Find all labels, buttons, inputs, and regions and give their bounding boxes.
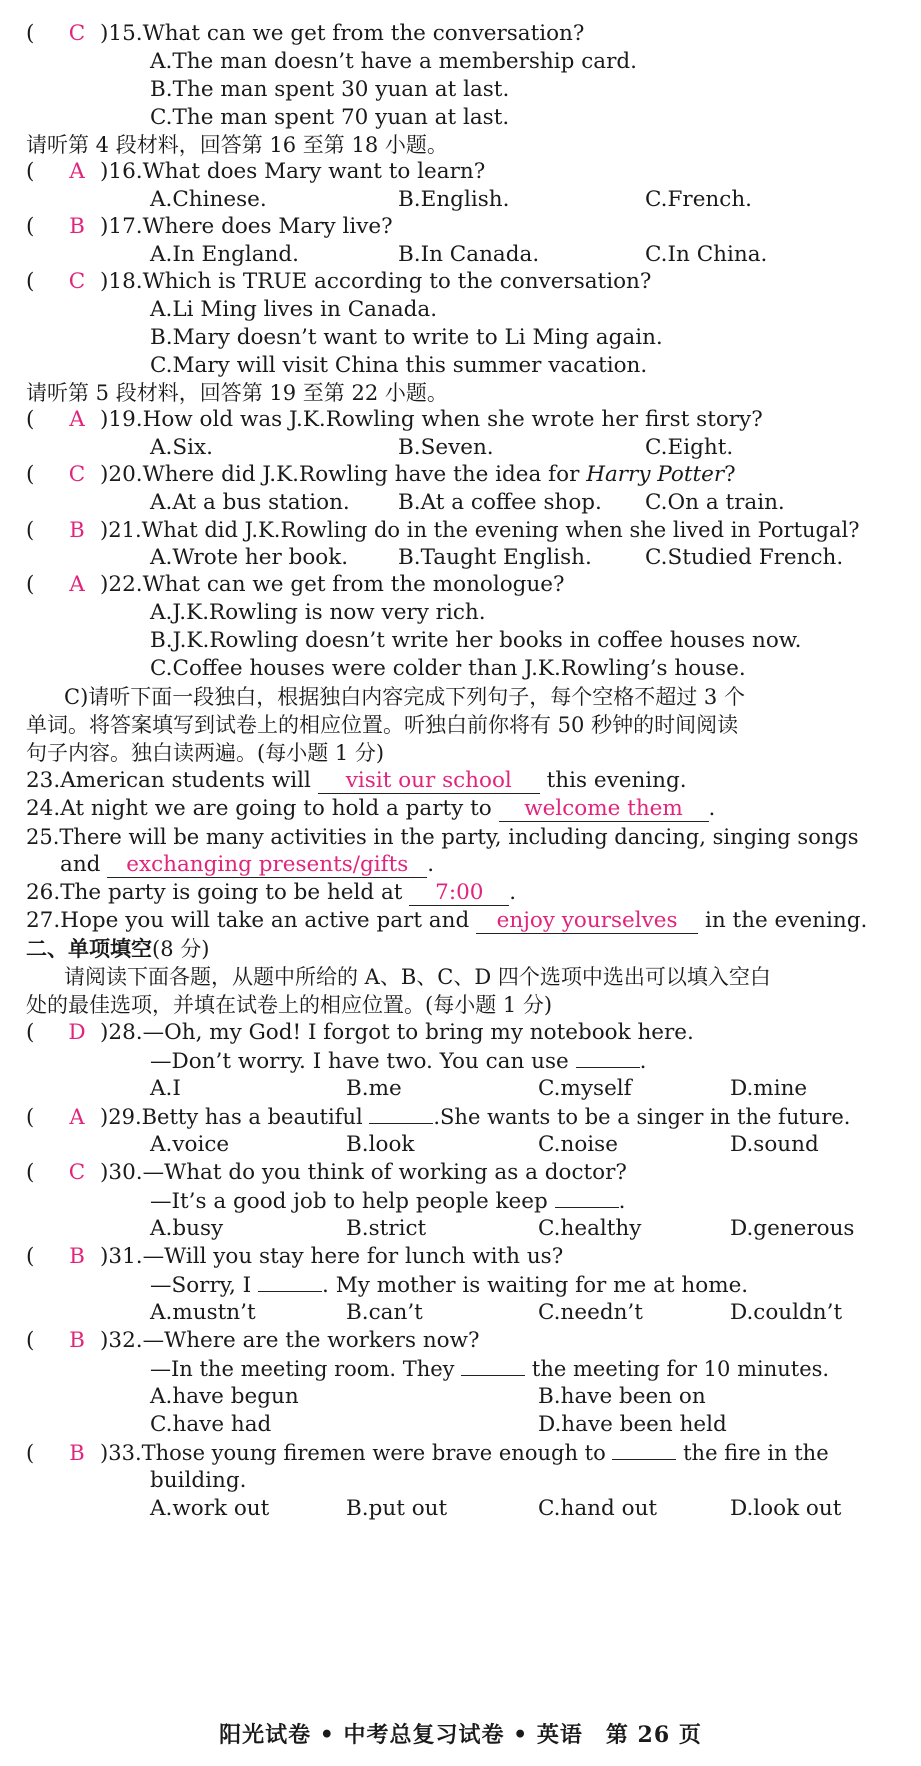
option: B.can’t bbox=[346, 1300, 423, 1325]
option: B.In Canada. bbox=[398, 242, 540, 267]
blank-line bbox=[369, 1103, 433, 1124]
option: C.needn’t bbox=[538, 1300, 643, 1325]
blank-line bbox=[555, 1187, 619, 1208]
option: B.Seven. bbox=[398, 435, 494, 460]
question-19: ( A )19.How old was J.K.Rowling when she wrote her first story? bbox=[26, 407, 763, 432]
option: A.I bbox=[150, 1076, 181, 1101]
question-30-line2: —It’s a good job to help people keep . bbox=[150, 1189, 626, 1214]
option: A.have begun bbox=[150, 1384, 299, 1409]
section-c-instruction: C)请听下面一段独白，根据独白内容完成下列句子，每个空格不超过 3 个 bbox=[64, 685, 745, 709]
option: A.voice bbox=[150, 1132, 230, 1157]
section-2-instruction: 请阅读下面各题，从题中所给的 A、B、C、D 四个选项中选出可以填入空白 bbox=[64, 965, 771, 989]
question-16: ( A )16.What does Mary want to learn? bbox=[26, 159, 486, 184]
option: C.hand out bbox=[538, 1496, 658, 1521]
option: B.have been on bbox=[538, 1384, 706, 1409]
blank-line bbox=[461, 1355, 525, 1376]
blank-line bbox=[258, 1271, 322, 1292]
option: D.couldn’t bbox=[730, 1300, 843, 1325]
question-31-line2: —Sorry, I . My mother is waiting for me at home. bbox=[150, 1273, 749, 1298]
fill-question-27: 27.Hope you will take an active part and enjoy yourselves in the evening. bbox=[26, 908, 868, 933]
question-text: What can we get from the conversation? bbox=[142, 21, 585, 46]
section-2-instruction: 处的最佳选项，并填在试卷上的相应位置。(每小题 1 分) bbox=[26, 993, 553, 1017]
question-28: ( D )28.—Oh, my God! I forgot to bring my notebook here. bbox=[26, 1020, 694, 1045]
blank-line bbox=[612, 1439, 676, 1460]
question-20: ( C )20.Where did J.K.Rowling have the idea for Harry Potter? bbox=[26, 462, 736, 487]
question-21: ( B )21.What did J.K.Rowling do in the evening when she lived in Portugal? bbox=[26, 518, 860, 542]
question-29: ( A )29.Betty has a beautiful .She wants to be a singer in the future. bbox=[26, 1105, 851, 1129]
fill-question-26: 26.The party is going to be held at 7:00 . bbox=[26, 880, 517, 905]
answer-blank: visit our school bbox=[318, 769, 540, 794]
option: C.healthy bbox=[538, 1216, 642, 1241]
option: D.sound bbox=[730, 1132, 819, 1157]
option: C.Mary will visit China this summer vacation. bbox=[150, 353, 648, 378]
question-31: ( B )31.—Will you stay here for lunch with us? bbox=[26, 1244, 564, 1269]
question-32: ( B )32.—Where are the workers now? bbox=[26, 1328, 480, 1353]
page-footer: 阳光试卷 • 中考总复习试卷 • 英语 第 26 页 bbox=[219, 1722, 702, 1748]
blank-line bbox=[576, 1047, 640, 1068]
section-note: 请听第 5 段材料，回答第 19 至第 22 小题。 bbox=[26, 381, 448, 405]
question-33-cont: building. bbox=[150, 1468, 247, 1493]
section-note: 请听第 4 段材料，回答第 16 至第 18 小题。 bbox=[26, 133, 448, 157]
question-28-line2: —Don’t worry. I have two. You can use . bbox=[150, 1049, 647, 1074]
option: B.English. bbox=[398, 187, 510, 212]
option: D.look out bbox=[730, 1496, 842, 1521]
option: B.strict bbox=[346, 1216, 427, 1241]
section-c-instruction: 单词。将答案填写到试卷上的相应位置。听独白前你将有 50 秒钟的时间阅读 bbox=[26, 713, 739, 737]
option: D.have been held bbox=[538, 1412, 727, 1437]
option: A.Wrote her book. bbox=[150, 545, 349, 570]
option: B.put out bbox=[346, 1496, 448, 1521]
option: C.have had bbox=[150, 1412, 272, 1437]
option: A.mustn’t bbox=[150, 1300, 256, 1325]
option: D.mine bbox=[730, 1076, 808, 1101]
option: B.look bbox=[346, 1132, 415, 1157]
option: B.Taught English. bbox=[398, 545, 592, 570]
option: C.French. bbox=[645, 187, 753, 212]
option: B.The man spent 30 yuan at last. bbox=[150, 77, 510, 102]
answer-blank: enjoy yourselves bbox=[476, 909, 698, 934]
question-22: ( A )22.What can we get from the monologue? bbox=[26, 572, 565, 597]
option: C.The man spent 70 yuan at last. bbox=[150, 105, 510, 130]
question-15: ( C )15.What can we get from the conversation? bbox=[26, 21, 585, 46]
question-33: ( B )33.Those young firemen were brave enough to the fire in the bbox=[26, 1441, 829, 1465]
question-30: ( C )30.—What do you think of working as a doctor? bbox=[26, 1160, 627, 1185]
option: B.Mary doesn’t want to write to Li Ming again. bbox=[150, 325, 663, 350]
option: A.busy bbox=[150, 1216, 224, 1241]
fill-question-24: 24.At night we are going to hold a party to welcome them . bbox=[26, 796, 716, 821]
option: C.Coffee houses were colder than J.K.Rowling’s house. bbox=[150, 656, 746, 681]
option: A.Chinese. bbox=[150, 187, 267, 212]
option: D.generous bbox=[730, 1216, 855, 1241]
answer-blank: exchanging presents/gifts bbox=[107, 853, 427, 878]
option: C.In China. bbox=[645, 242, 768, 267]
option: A.In England. bbox=[150, 242, 299, 267]
option: C.noise bbox=[538, 1132, 618, 1157]
question-17: ( B )17.Where does Mary live? bbox=[26, 214, 393, 239]
question-32-line2: —In the meeting room. They the meeting for 10 minutes. bbox=[150, 1357, 830, 1381]
fill-question-25: 25.There will be many activities in the party, including dancing, singing songs bbox=[26, 825, 859, 849]
option: C.Eight. bbox=[645, 435, 734, 460]
fill-question-23: 23.American students will visit our school this evening. bbox=[26, 768, 687, 793]
answer-blank: 7:00 bbox=[409, 881, 509, 906]
answer-blank: welcome them bbox=[499, 797, 709, 822]
question-18: ( C )18.Which is TRUE according to the conversation? bbox=[26, 269, 652, 294]
option: A.Li Ming lives in Canada. bbox=[150, 297, 438, 322]
answer-mark: C bbox=[68, 21, 86, 46]
option: C.Studied French. bbox=[645, 545, 844, 570]
option: A.J.K.Rowling is now very rich. bbox=[150, 600, 486, 625]
option: A.work out bbox=[150, 1496, 270, 1521]
option: A.At a bus station. bbox=[150, 490, 350, 515]
option: C.On a train. bbox=[645, 490, 785, 515]
option: A.Six. bbox=[150, 435, 213, 460]
option: C.myself bbox=[538, 1076, 632, 1101]
option: A.The man doesn’t have a membership card. bbox=[150, 49, 637, 74]
option: B.me bbox=[346, 1076, 402, 1101]
fill-question-25-cont: and exchanging presents/gifts . bbox=[60, 852, 435, 877]
section-c-instruction: 句子内容。独白读两遍。(每小题 1 分) bbox=[26, 741, 385, 765]
option: B.J.K.Rowling doesn’t write her books in coffee houses now. bbox=[150, 628, 802, 653]
section-2-heading: 二、单项填空(8 分) bbox=[26, 936, 210, 961]
option: B.At a coffee shop. bbox=[398, 490, 602, 515]
